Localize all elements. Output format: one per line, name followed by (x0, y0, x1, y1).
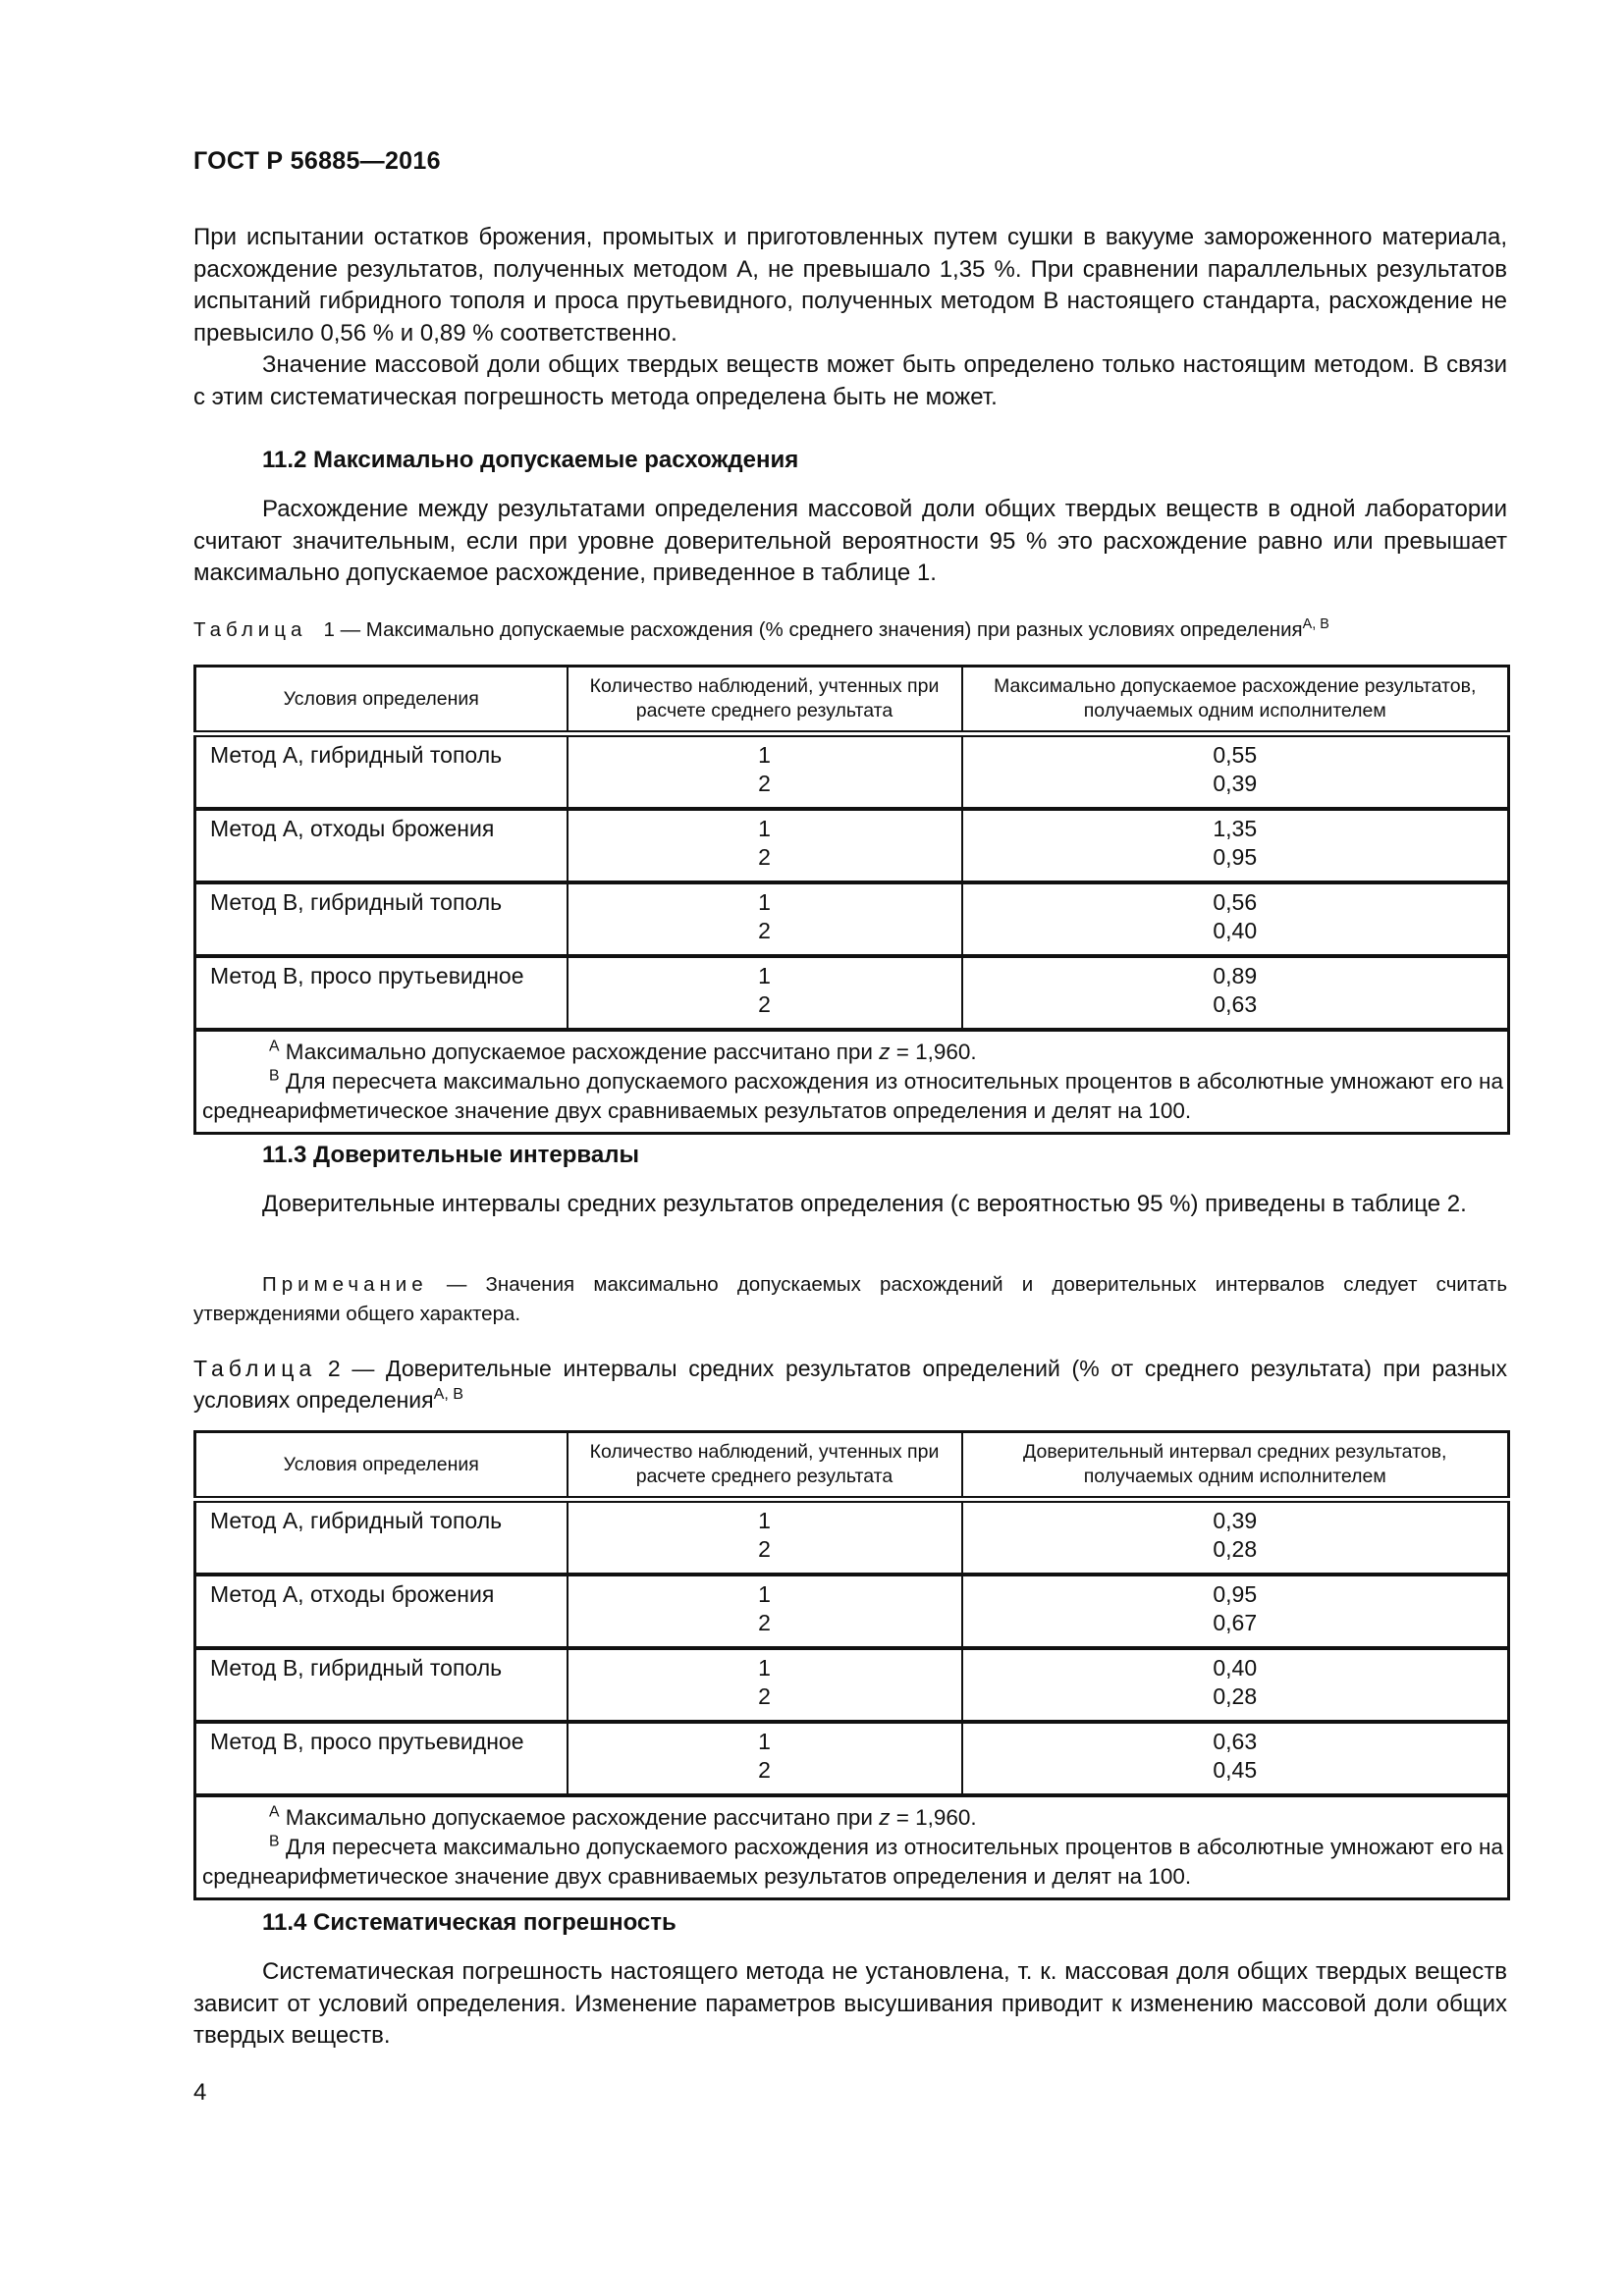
column-header-conditions: Условия определения (195, 667, 568, 734)
table-footnotes-row (195, 1030, 1509, 1134)
table-footnotes-row (195, 1795, 1509, 1899)
cell-value: 0,95 0,67 (962, 1575, 1509, 1648)
cell-observations: 1 2 (568, 809, 962, 882)
cell-observations: 1 2 (568, 882, 962, 956)
cell-value: 1,35 0,95 (962, 809, 1509, 882)
intro-paragraph-1: При испытании остатков брожения, промытых и приготовленных путем сушки в вакууме замороженного материала, расхождение результатов, полученных методом А, не превышало 1,35 %. При сравнении параллельных результатов испытаний гибридного тополя и проса прутьевидного, полученных методом В настоящего стандарта, расхождение не превысило 0,56 % и 0,89 % соответственно. (193, 224, 1507, 347)
column-header-confidence-interval: Доверительный интервал средних результатов, получаемых одним исполнителем (962, 1432, 1509, 1500)
table-row (195, 956, 1509, 1030)
footnote-a: $^A$ Максимально допускаемое расхождение рассчитано при z = 1,960. (269, 1038, 977, 1064)
footnote-a: $^A$ Максимально допускаемое расхождение рассчитано при z = 1,960. (269, 1803, 977, 1830)
table-row (195, 734, 1509, 810)
table-row (195, 1722, 1509, 1795)
section-11-4-body (193, 1956, 1507, 2053)
table-row (195, 1575, 1509, 1648)
document-header: ГОСТ Р 56885—2016 (193, 147, 441, 175)
cell-value: 0,55 0,39 (962, 734, 1509, 810)
cell-observations: 1 2 (568, 1500, 962, 1575)
page-number: 4 (193, 2079, 207, 2106)
cell-value: 0,89 0,63 (962, 956, 1509, 1030)
section-11-2-body (193, 494, 1507, 590)
footnote-b: $^B$ Для пересчета максимально допускаемого расхождения из относительных процентов в абсолютные умножают его на среднеарифметическое значение двух сравниваемых результатов определения и делят на 100. (202, 1067, 1503, 1123)
cell-value: 0,63 0,45 (962, 1722, 1509, 1795)
table-2 (193, 1430, 1510, 1900)
section-11-2 (193, 447, 1507, 474)
table-caption-label: Таблица (193, 1356, 317, 1381)
cell-condition: Метод В, просо прутьевидное (195, 956, 568, 1030)
table-row (195, 882, 1509, 956)
cell-value: 0,56 0,40 (962, 882, 1509, 956)
section-heading: 11.3 Доверительные интервалы (262, 1142, 639, 1168)
table-caption-footnote-refs: A, B (433, 1385, 464, 1404)
footnote-b: $^B$ Для пересчета максимально допускаемого расхождения из относительных процентов в абсолютные умножают его на среднеарифметическое значение двух сравниваемых результатов определения и делят на 100. (202, 1833, 1503, 1889)
note (193, 1270, 1507, 1329)
section-heading: 11.2 Максимально допускаемые расхождения (262, 447, 799, 473)
column-header-conditions: Условия определения (195, 1432, 568, 1500)
table-caption-text: 1 — Максимально допускаемые расхождения (% среднего значения) при разных условиях определения (323, 618, 1303, 641)
section-paragraph: Доверительные интервалы средних результатов определения (с вероятностью 95 %) приведены в таблице 2. (262, 1191, 1467, 1217)
cell-observations: 1 2 (568, 1722, 962, 1795)
section-paragraph: Систематическая погрешность настоящего метода не установлена, т. к. массовая доля общих твердых веществ зависит от условий определения. Изменение параметров высушивания приводит к изменению массовой доли общих твердых веществ. (193, 1958, 1507, 2049)
table2-caption (193, 1353, 1507, 1415)
cell-condition: Метод А, гибридный тополь (195, 734, 568, 810)
table-row (195, 1500, 1509, 1575)
table-1 (193, 665, 1510, 1135)
cell-condition: Метод В, гибридный тополь (195, 1648, 568, 1722)
column-header-observations: Количество наблюдений, учтенных при расчете среднего результата (568, 1432, 962, 1500)
section-paragraph: Расхождение между результатами определения массовой доли общих твердых веществ в одной лаборатории считают значительным, если при уровне доверительной вероятности 95 % это расхождение равно или превышает максимально допускаемое расхождение, приведенное в таблице 1. (193, 496, 1507, 586)
table-header-row (195, 1432, 1509, 1500)
cell-value: 0,40 0,28 (962, 1648, 1509, 1722)
column-header-max-discrepancy: Максимально допускаемое расхождение результатов, получаемых одним исполнителем (962, 667, 1509, 734)
table1-caption (193, 615, 1507, 645)
intro-paragraph-2: Значение массовой доли общих твердых веществ может быть определено только настоящим методом. В связи с этим систематическая погрешность метода определена быть не может. (193, 351, 1507, 410)
table-footnotes (195, 1030, 1509, 1134)
table-header-row (195, 667, 1509, 734)
table-caption-text: 2 — Доверительные интервалы средних результатов определений (% от среднего результата) при разных условиях определения (193, 1356, 1507, 1413)
cell-observations: 1 2 (568, 1575, 962, 1648)
section-11-3-body (193, 1189, 1507, 1221)
cell-condition: Метод А, гибридный тополь (195, 1500, 568, 1575)
table-footnotes (195, 1795, 1509, 1899)
section-11-3 (193, 1142, 1507, 1169)
table-caption-footnote-refs: A, B (1302, 616, 1329, 633)
table-row (195, 809, 1509, 882)
cell-observations: 1 2 (568, 956, 962, 1030)
note-text: — Значения максимально допускаемых расхождений и доверительных интервалов следует считать утверждениями общего характера. (193, 1273, 1507, 1325)
table-row (195, 1648, 1509, 1722)
cell-condition: Метод В, просо прутьевидное (195, 1722, 568, 1795)
intro-section (193, 222, 1507, 413)
cell-observations: 1 2 (568, 1648, 962, 1722)
cell-observations: 1 2 (568, 734, 962, 810)
cell-condition: Метод В, гибридный тополь (195, 882, 568, 956)
section-11-4 (193, 1909, 1507, 1937)
note-label: Примечание (262, 1273, 428, 1296)
section-heading: 11.4 Систематическая погрешность (262, 1909, 677, 1936)
table-caption-label: Таблица (193, 618, 307, 641)
cell-condition: Метод А, отходы брожения (195, 809, 568, 882)
cell-condition: Метод А, отходы брожения (195, 1575, 568, 1648)
cell-value: 0,39 0,28 (962, 1500, 1509, 1575)
column-header-observations: Количество наблюдений, учтенных при расчете среднего результата (568, 667, 962, 734)
